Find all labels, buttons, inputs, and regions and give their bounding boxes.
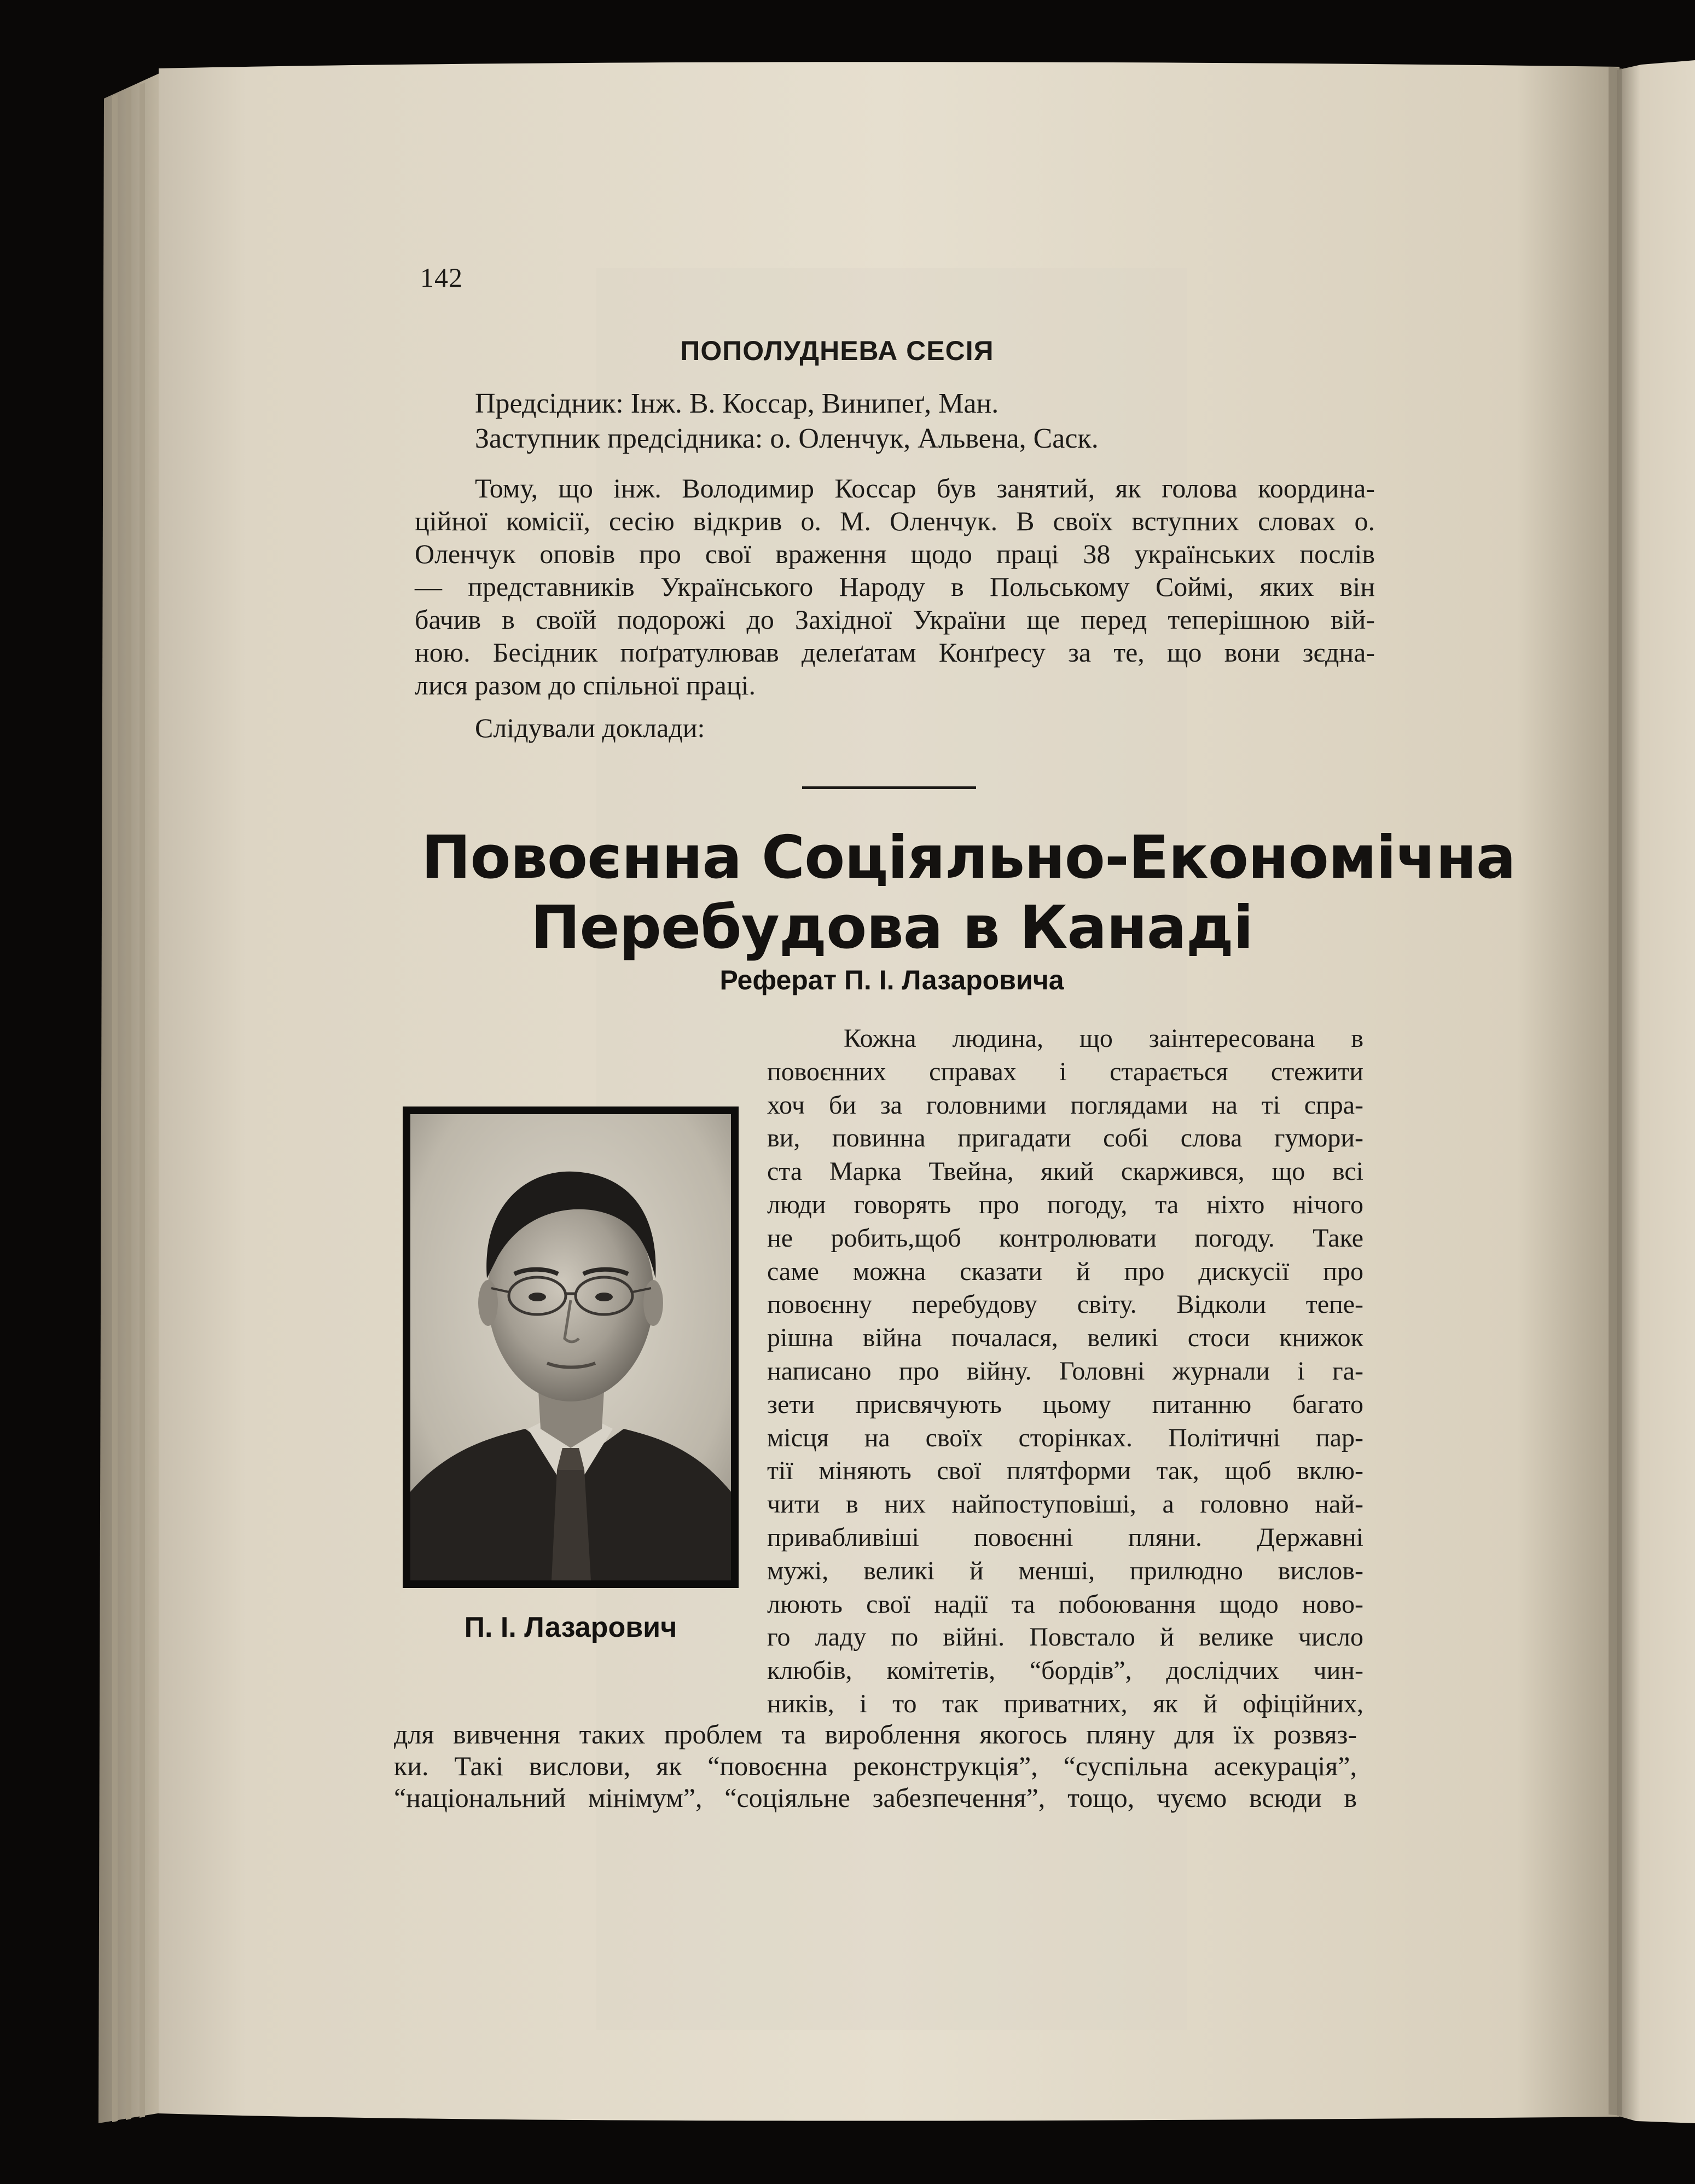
article-full-width-paragraph (394, 1718, 1357, 1814)
column-line: саме можна сказати й про дискусії про (767, 1256, 1363, 1286)
column-line: повоєнних справах і старається стежити (767, 1057, 1363, 1086)
intro-line: Оленчук оповів про свої враження щодо праці 38 українських послів (415, 538, 1375, 569)
column-line: повоєнну перебудову світу. Відколи тепе- (767, 1290, 1363, 1319)
column-line: мужі, великі й менші, прилюдно вислов- (767, 1556, 1363, 1585)
column-line: ників, і то так приватних, як й офіційних, (767, 1689, 1363, 1718)
full-width-line: ки. Такі вислови, як “повоєнна реконструкція”, “суспільна асекурація”, (394, 1751, 1357, 1781)
full-width-line: для вивчення таких проблем та вироблення якогось пляну для їх розвяз- (394, 1719, 1357, 1749)
section-divider (802, 786, 976, 789)
column-line: ви, повинна пригадати собі слова гумори- (767, 1123, 1363, 1153)
full-width-line: “національний мінімум”, “соціяльне забезпечення”, тощо, чуємо всюди в (394, 1782, 1357, 1813)
column-line: Кожна людина, що заінтересована в (844, 1024, 1363, 1053)
deputy-chairman-line: Заступник предсідника: о. Оленчук, Альвена, Саск. (475, 423, 1099, 454)
column-line: люди говорять про погоду, та ніхто нічого (767, 1190, 1363, 1219)
column-line: ста Марка Твейна, який скаржився, що всі (767, 1157, 1363, 1186)
column-line: чити в них найпоступовіші, а головно най- (767, 1490, 1363, 1519)
intro-line: Тому, що інж. Володимир Коссар був занятий, як голова координа- (475, 473, 1375, 503)
intro-line: бачив в своїй подорожі до Західної України ще перед теперішною вій- (415, 604, 1375, 635)
portrait-caption: П. І. Лазарович (464, 1612, 677, 1643)
column-line: привабливіші повоєнні пляни. Державні (767, 1522, 1363, 1552)
article-column-paragraph (767, 1022, 1363, 1721)
article-title-line-1: Повоєнна Соціяльно-Економічна (421, 824, 1516, 892)
session-title: ПОПОЛУДНЕВА СЕСІЯ (680, 335, 994, 366)
column-line: хоч би за головними поглядами на ті спра- (767, 1090, 1363, 1120)
column-line: люють свої надії та побоювання щодо ново- (767, 1589, 1363, 1619)
intro-line: — представників Українського Народу в Польському Соймі, яких він (415, 571, 1375, 602)
followed-by-reports: Слідували доклади: (475, 712, 705, 743)
article-byline: Реферат П. І. Лазаровича (719, 965, 1064, 995)
column-line: клюбів, комітетів, “бордів”, дослідчих чин- (767, 1656, 1363, 1685)
column-line: зети присвячують цьому питанню багато (767, 1389, 1363, 1419)
intro-line: лися разом до спільної праці. (415, 670, 756, 700)
intro-line: ною. Бесідник поґратулював делеґатам Конґресу за те, що вони зєдна- (415, 637, 1375, 668)
author-portrait (403, 1107, 739, 1588)
column-line: місця на своїх сторінках. Політичні пар- (767, 1423, 1363, 1452)
intro-paragraph (415, 472, 1375, 702)
column-line: рішна війна почалася, великі стоси книжок (767, 1323, 1363, 1353)
column-line: написано про війну. Головні журнали і га- (767, 1356, 1363, 1386)
portrait-photo (410, 1114, 731, 1580)
column-line: не робить,щоб контролювати погоду. Таке (767, 1223, 1363, 1253)
column-line: тії міняють свої плятформи так, щоб вклю- (767, 1456, 1363, 1486)
page-number: 142 (420, 262, 463, 293)
chairman-line: Предсідник: Інж. В. Коссар, Винипеґ, Ман. (475, 388, 999, 419)
column-line: го ладу по війні. Повстало й велике число (767, 1623, 1363, 1652)
intro-line: ційної комісії, сесію відкрив о. М. Оленчук. В своїх вступних словах о. (415, 506, 1375, 536)
article-title-line-2: Перебудова в Канаді (530, 894, 1253, 962)
